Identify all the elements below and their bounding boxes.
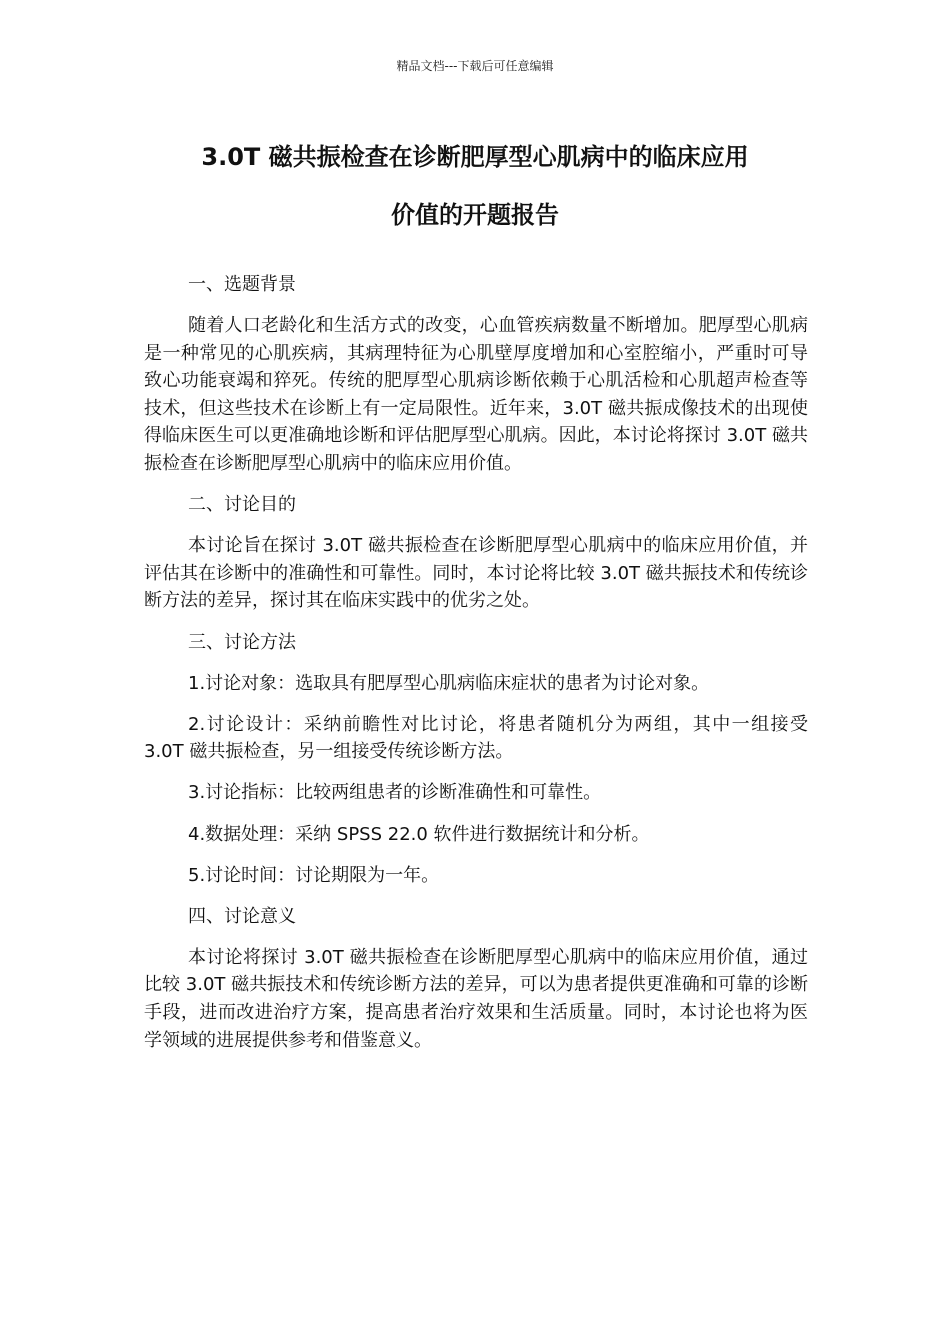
title-line-2: 价值的开题报告	[391, 201, 559, 229]
document-body	[144, 271, 808, 1068]
header-note: 精品文档---下载后可任意编辑	[396, 59, 554, 73]
section-heading-significance: 四、讨论意义	[188, 905, 296, 927]
method-item-design: 2.讨论设计：采纳前瞻性对比讨论，将患者随机分为两组，其中一组接受 3.0T 磁共振检查，另一组接受传统诊断方法。	[144, 713, 808, 763]
title-line-1: 3.0T 磁共振检查在诊断肥厚型心肌病中的临床应用	[201, 143, 749, 171]
method-item-indicators: 3.讨论指标：比较两组患者的诊断准确性和可靠性。	[188, 782, 602, 804]
paragraph-purpose: 本讨论旨在探讨 3.0T 磁共振检查在诊断肥厚型心肌病中的临床应用价值，并评估其在诊断中的准确性和可靠性。同时，本讨论将比较 3.0T 磁共振技术和传统诊断方法的差异，探讨其在临床实践中的优劣之处。	[144, 535, 808, 612]
section-heading-background: 一、选题背景	[188, 274, 296, 295]
document-title	[100, 128, 850, 244]
method-item-time: 5.讨论时间：讨论期限为一年。	[188, 864, 440, 886]
method-item-data-processing: 4.数据处理：采纳 SPSS 22.0 软件进行数据统计和分析。	[188, 823, 650, 845]
method-item-subjects: 1.讨论对象：选取具有肥厚型心肌病临床症状的患者为讨论对象。	[188, 672, 710, 694]
paragraph-background: 随着人口老龄化和生活方式的改变，心血管疾病数量不断增加。肥厚型心肌病是一种常见的心肌疾病，其病理特征为心肌壁厚度增加和心室腔缩小，严重时可导致心功能衰竭和猝死。传统的肥厚型心肌病诊断依赖于心肌活检和心肌超声检查等技术，但这些技术在诊断上有一定局限性。近年来，3.0T 磁共振成像技术的出现使得临床医生可以更准确地诊断和评估肥厚型心肌病。因此，本讨论将探讨 3.0T 磁共振检查在诊断肥厚型心肌病中的临床应用价值。	[144, 315, 808, 475]
paragraph-significance: 本讨论将探讨 3.0T 磁共振检查在诊断肥厚型心肌病中的临床应用价值，通过比较 3.0T 磁共振技术和传统诊断方法的差异，可以为患者提供更准确和可靠的诊断手段，进而改进治疗方案，提高患者治疗效果和生活质量。同时，本讨论也将为医学领域的进展提供参考和借鉴意义。	[144, 946, 808, 1051]
section-heading-method: 三、讨论方法	[188, 631, 296, 653]
section-heading-purpose: 二、讨论目的	[188, 494, 296, 516]
